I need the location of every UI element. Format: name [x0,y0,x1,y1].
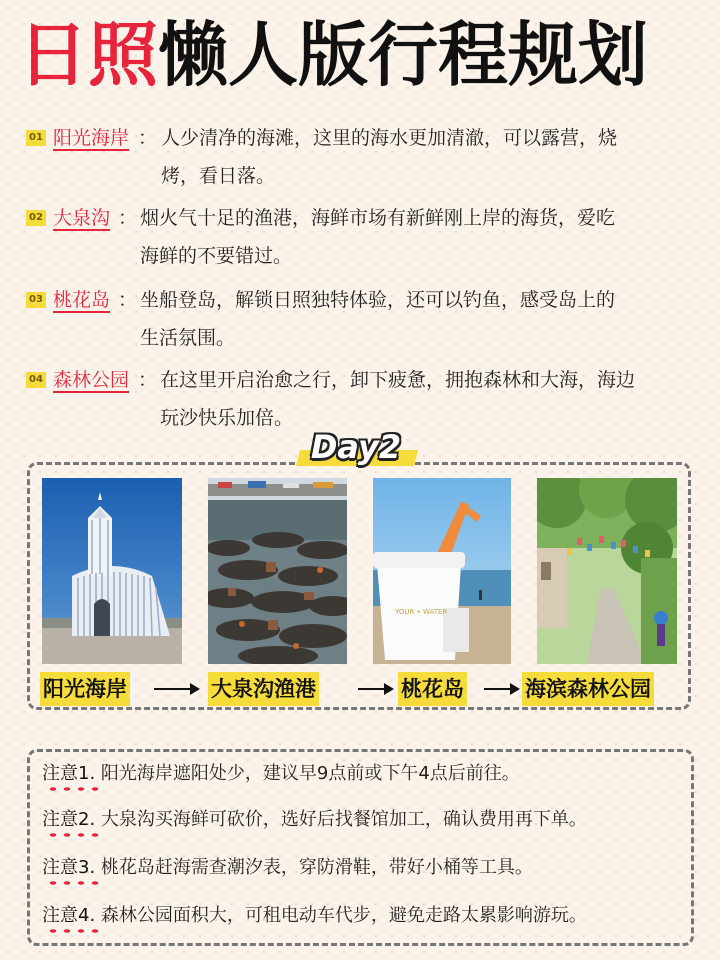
note-label: 注意2. [42,809,96,830]
photo-sunshine-coast[interactable] [42,478,182,664]
note-text: 阳光海岸遮阳处少，建议早9点前或下午4点后前往。 [95,763,520,784]
note-text: 大泉沟买海鲜可砍价，选好后找餐馆加工，确认费用再下单。 [95,809,587,830]
church-structure-illustration [42,478,182,664]
spot-name[interactable]: 桃花岛 [53,289,111,311]
arrow-right-icon [484,688,518,690]
title-city: 日照 [18,14,158,96]
spot-item-1 [26,119,696,195]
photo-forest-park[interactable] [537,478,677,664]
spot-colon: ： [118,289,138,311]
spot-item-4 [26,361,696,437]
spot-desc-line1: 烟火气十足的渔港，海鲜市场有新鲜刚上岸的海货，爱吃 [140,207,616,229]
spot-number: 02 [26,210,46,226]
note-item-4 [42,902,587,930]
spot-number: 04 [26,372,46,388]
arrow-right-icon [358,688,392,690]
note-item-3 [42,854,533,882]
emphasis-dots [46,927,98,935]
route-stop-1[interactable]: 阳光海岸 [40,672,130,706]
note-text: 森林公园面积大，可租电动车代步，避免走路太累影响游玩。 [95,905,587,926]
beach-cup-illustration [373,478,511,664]
emphasis-dots [46,785,98,793]
spot-desc-line2: 海鲜的不要错过。 [140,245,293,267]
spot-desc-line2: 玩沙快乐加倍。 [160,407,294,429]
route-stop-4[interactable]: 海滨森林公园 [522,672,654,706]
spot-desc-line1: 人少清净的海滩，这里的海水更加清澈，可以露营，烧 [161,127,618,149]
emphasis-dots [46,831,98,839]
spot-colon: ： [138,127,158,149]
spot-name[interactable]: 阳光海岸 [53,127,130,149]
spot-item-3 [26,281,696,357]
spot-name[interactable]: 大泉沟 [53,207,111,229]
note-item-2 [42,806,587,834]
route-stop-3[interactable]: 桃花岛 [398,672,467,706]
note-item-1 [42,760,520,788]
forest-path-illustration [537,478,677,664]
spot-desc-line2: 生活氛围。 [140,327,236,349]
emphasis-dots [46,879,98,887]
harbor-illustration [208,478,347,664]
spot-number: 03 [26,292,46,308]
photo-fishing-harbor[interactable] [208,478,347,664]
title-rest: 懒人版行程规划 [158,14,648,96]
day-badge [292,428,420,470]
cup-print: YOUR • WATER [395,608,448,616]
page-title [18,10,648,100]
spot-desc-line1: 在这里开启治愈之行，卸下疲惫，拥抱森林和大海，海边 [160,369,636,391]
photo-peach-island[interactable] [373,478,511,664]
spot-desc-line2: 烤，看日落。 [161,165,276,187]
spot-colon: ： [118,207,138,229]
spot-item-2 [26,199,696,275]
route-stop-2[interactable]: 大泉沟渔港 [208,672,319,706]
day-badge-text: Day2 [310,428,402,466]
spot-name[interactable]: 森林公园 [53,369,130,391]
note-label: 注意1. [42,763,96,784]
spot-number: 01 [26,130,46,146]
spot-desc-line1: 坐船登岛，解锁日照独特体验，还可以钓鱼，感受岛上的 [140,289,616,311]
arrow-right-icon [154,688,198,690]
note-label: 注意4. [42,905,96,926]
note-text: 桃花岛赶海需查潮汐表，穿防滑鞋，带好小桶等工具。 [95,857,533,878]
route-sequence [40,672,690,706]
note-label: 注意3. [42,857,96,878]
spot-colon: ： [138,369,158,391]
